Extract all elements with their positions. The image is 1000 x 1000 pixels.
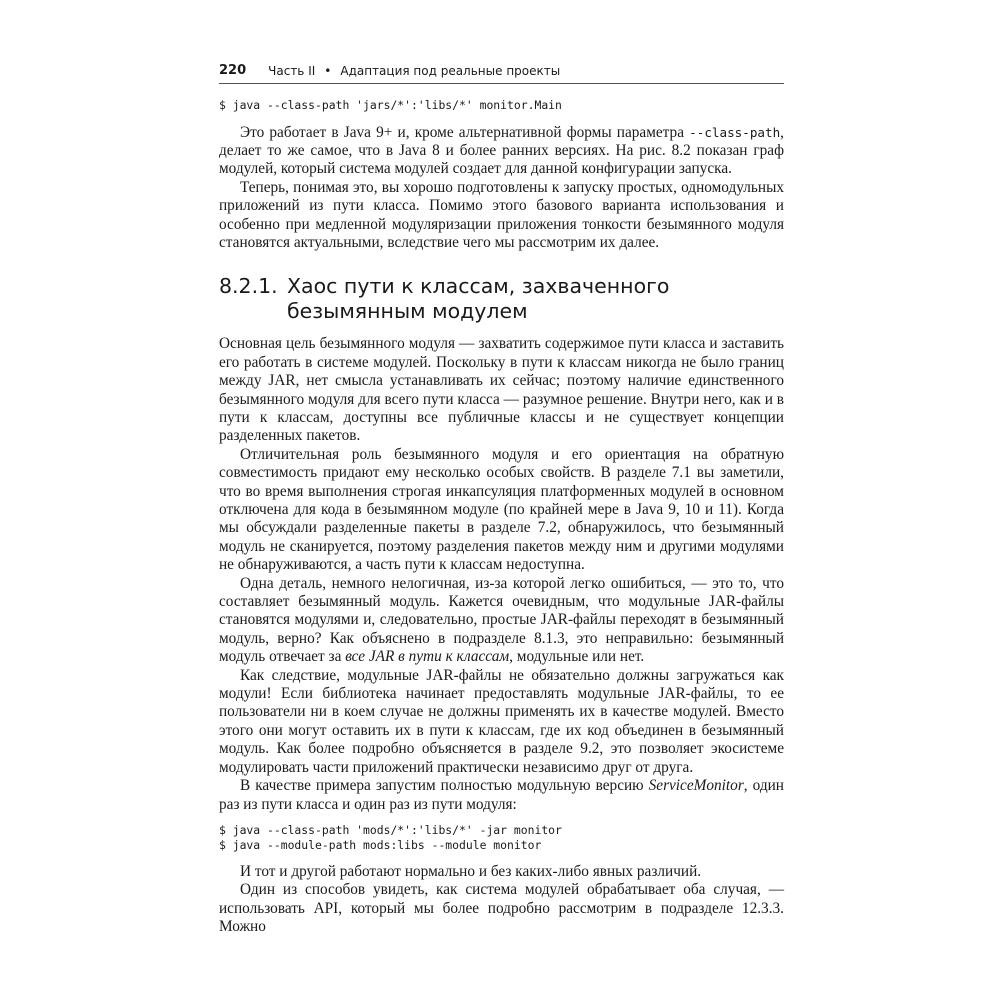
header-separator: • — [324, 64, 332, 78]
paragraph-5: Одна деталь, немного нелогичная, из-за которой легко ошибиться, — это то, что составляет безымянный модуль. Кажется очевидным, что модульные JAR-файлы становятся модулями и, следовательно, простые JAR-файлы переходят в безымянный модуль, верно? Как объяснено в подразделе 8.1.3, это неправильно: безымянный модуль отвечает за все JAR в пути к классам, модульные или нет. — [219, 574, 784, 666]
part-title: Адаптация под реальные проекты — [340, 64, 561, 78]
paragraph-9: Один из способов увидеть, как система модулей обрабатывает оба случая, — использовать API, который мы более подробно рассмотрим в подразделе 12.3.3. Можно — [219, 881, 784, 936]
book-page — [219, 56, 784, 937]
code-line: $ java --class-path 'mods/*':'libs/*' -jar monitor — [219, 822, 562, 837]
paragraph-6: Как следствие, модульные JAR-файлы не обязательно должны загружаться как модули! Если библиотека начинает предоставлять модульные JAR-файлы, то ее пользователи ни в коем случае не должны применять их в качестве модулей. Вместо этого они могут оставить их в пути к классам, где их код объединен в безымянный модуль. Как более подробно объясняется в разделе 9.2, это позволяет экосистеме модулировать части приложений практически независимо друг от друга. — [219, 666, 784, 776]
part-label: Часть II — [268, 64, 316, 78]
paragraph-2: Теперь, понимая это, вы хорошо подготовлены к запуску простых, одномодульных приложений из пути класса. Помимо этого базового варианта использования и особенно при медленной модуляризации приложения тонкости безымянного модуля становятся актуальными, вследствие чего мы рассмотрим их далее. — [219, 178, 784, 251]
code-line: $ java --module-path mods:libs --module monitor — [219, 838, 542, 853]
paragraph-1: Это работает в Java 9+ и, кроме альтернативной формы параметра --class-path, делает то же самое, что в Java 8 и более ранних версиях. На рис. 8.2 показан граф модулей, который система модулей создает для данной конфигурации запуска. — [219, 123, 784, 178]
paragraph-3: Основная цель безымянного модуля — захватить содержимое пути класса и заставить его работать в системе модулей. Поскольку в пути к классам никогда не было границ между JAR, нет смысла устанавливать их сейчас; поэтому наличие единственного безымянного модуля для всего пути класса — разумное решение. Внутри него, как и в пути к классам, доступны все публичные классы и не существует концепции разделенных пакетов. — [219, 335, 784, 445]
paragraph-8: И тот и другой работают нормально и без каких-либо явных различий. — [240, 862, 702, 880]
paragraph-7: В качестве примера запустим полностью модульную версию ServiceMonitor, один раз из пути класса и один раз из пути модуля: — [219, 777, 784, 813]
emphasis-text: все JAR в пути к классам — [345, 648, 510, 666]
running-header — [219, 56, 784, 84]
section-number: 8.2.1. — [219, 274, 278, 299]
inline-code: --class-path — [689, 124, 781, 140]
section-heading — [219, 274, 784, 324]
section-title: Хаос пути к классам, захваченного безымянным модулем — [287, 274, 670, 324]
emphasis-text: ServiceMonitor — [648, 777, 744, 795]
code-block-classpath: $ java --class-path 'jars/*':'libs/*' monitor.Main — [219, 98, 562, 112]
paragraph-4: Отличительная роль безымянного модуля и его ориентация на обратную совместимость придают ему несколько особых свойств. В разделе 7.1 вы заметили, что во время выполнения строгая инкапсуляция платформенных модулей в основном отключена для кода в безымянном модуле (по крайней мере в Java 9, 10 и 11). Когда мы обсуждали разделенные пакеты в разделе 7.2, обнаружилось, что безымянный модуль не сканируется, поэтому разделения пакетов между ним и другими модулями не обнаруживаются, а часть пути к классам недоступна. — [219, 445, 784, 574]
code-block-run-examples — [219, 823, 784, 854]
page-number: 220 — [219, 63, 247, 78]
